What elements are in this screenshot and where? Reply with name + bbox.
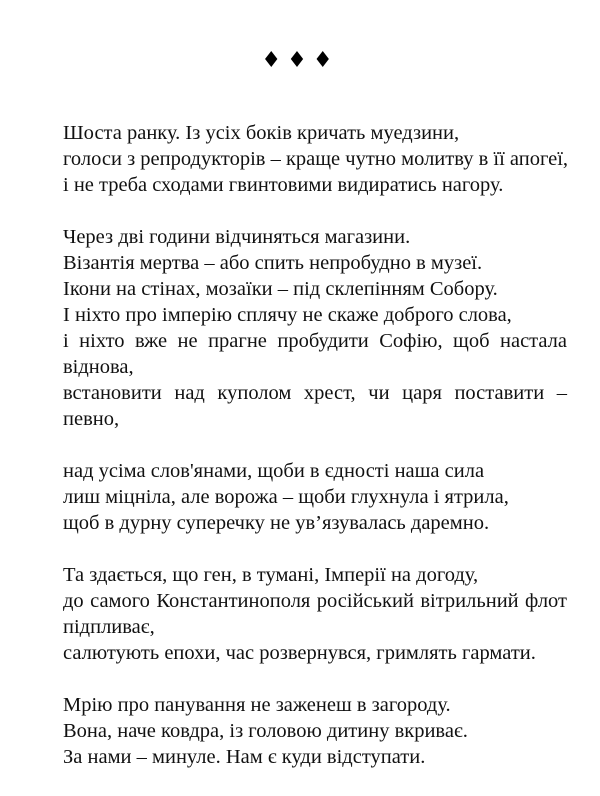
poem-line: Через дві години відчиняться магазини. (63, 226, 411, 248)
stanza-5 (63, 692, 567, 770)
poem-line: Мрію про панування не заженеш в загороду. (63, 694, 451, 716)
poem-line: салютують епохи, час розвернувся, гримлять гармати. (63, 642, 536, 664)
poem-line: над усіма слов'янами, щоби в єдності наша сила (63, 460, 485, 482)
stanza-1 (63, 120, 567, 198)
poem-line: Та здається, що ген, в тумані, Імперії на догоду, (63, 564, 479, 586)
stanza-2 (63, 224, 567, 432)
poem-line: Вона, наче ковдра, із головою дитину вкриває. (63, 720, 468, 742)
stanza-4 (63, 562, 567, 666)
poem-line: лиш міцніла, але ворожа – щоби глухнула і ятрила, (63, 486, 509, 508)
poem-line: до самого Константинополя російський вітрильний флот підпливає, (63, 590, 567, 638)
poem-line: Шоста ранку. Із усіх боків кричать муедзини, (63, 122, 460, 144)
poem-body (63, 120, 567, 796)
poem-line: встановити над куполом хрест, чи царя поставити – певно, (63, 382, 567, 430)
poem-line: і не треба сходами гвинтовими видиратись нагору. (63, 174, 504, 196)
poem-line: І ніхто про імперію сплячу не скаже доброго слова, (63, 304, 512, 326)
poem-line: Ікони на стінах, мозаїки – під склепінням Собору. (63, 278, 498, 300)
poem-line: За нами – минуле. Нам є куди відступати. (63, 746, 426, 768)
poem-line: щоб в дурну суперечку не ув’язувалась даремно. (63, 512, 490, 534)
poem-line: і ніхто вже не прагне пробудити Софію, щоб настала віднова, (63, 330, 567, 378)
section-ornament: ♦♦♦ (261, 48, 339, 73)
poem-line: голоси з репродукторів – краще чутно молитву в її апогеї, (63, 148, 569, 170)
poem-line: Візантія мертва – або спить непробудно в музеї. (63, 252, 483, 274)
stanza-3 (63, 458, 567, 536)
